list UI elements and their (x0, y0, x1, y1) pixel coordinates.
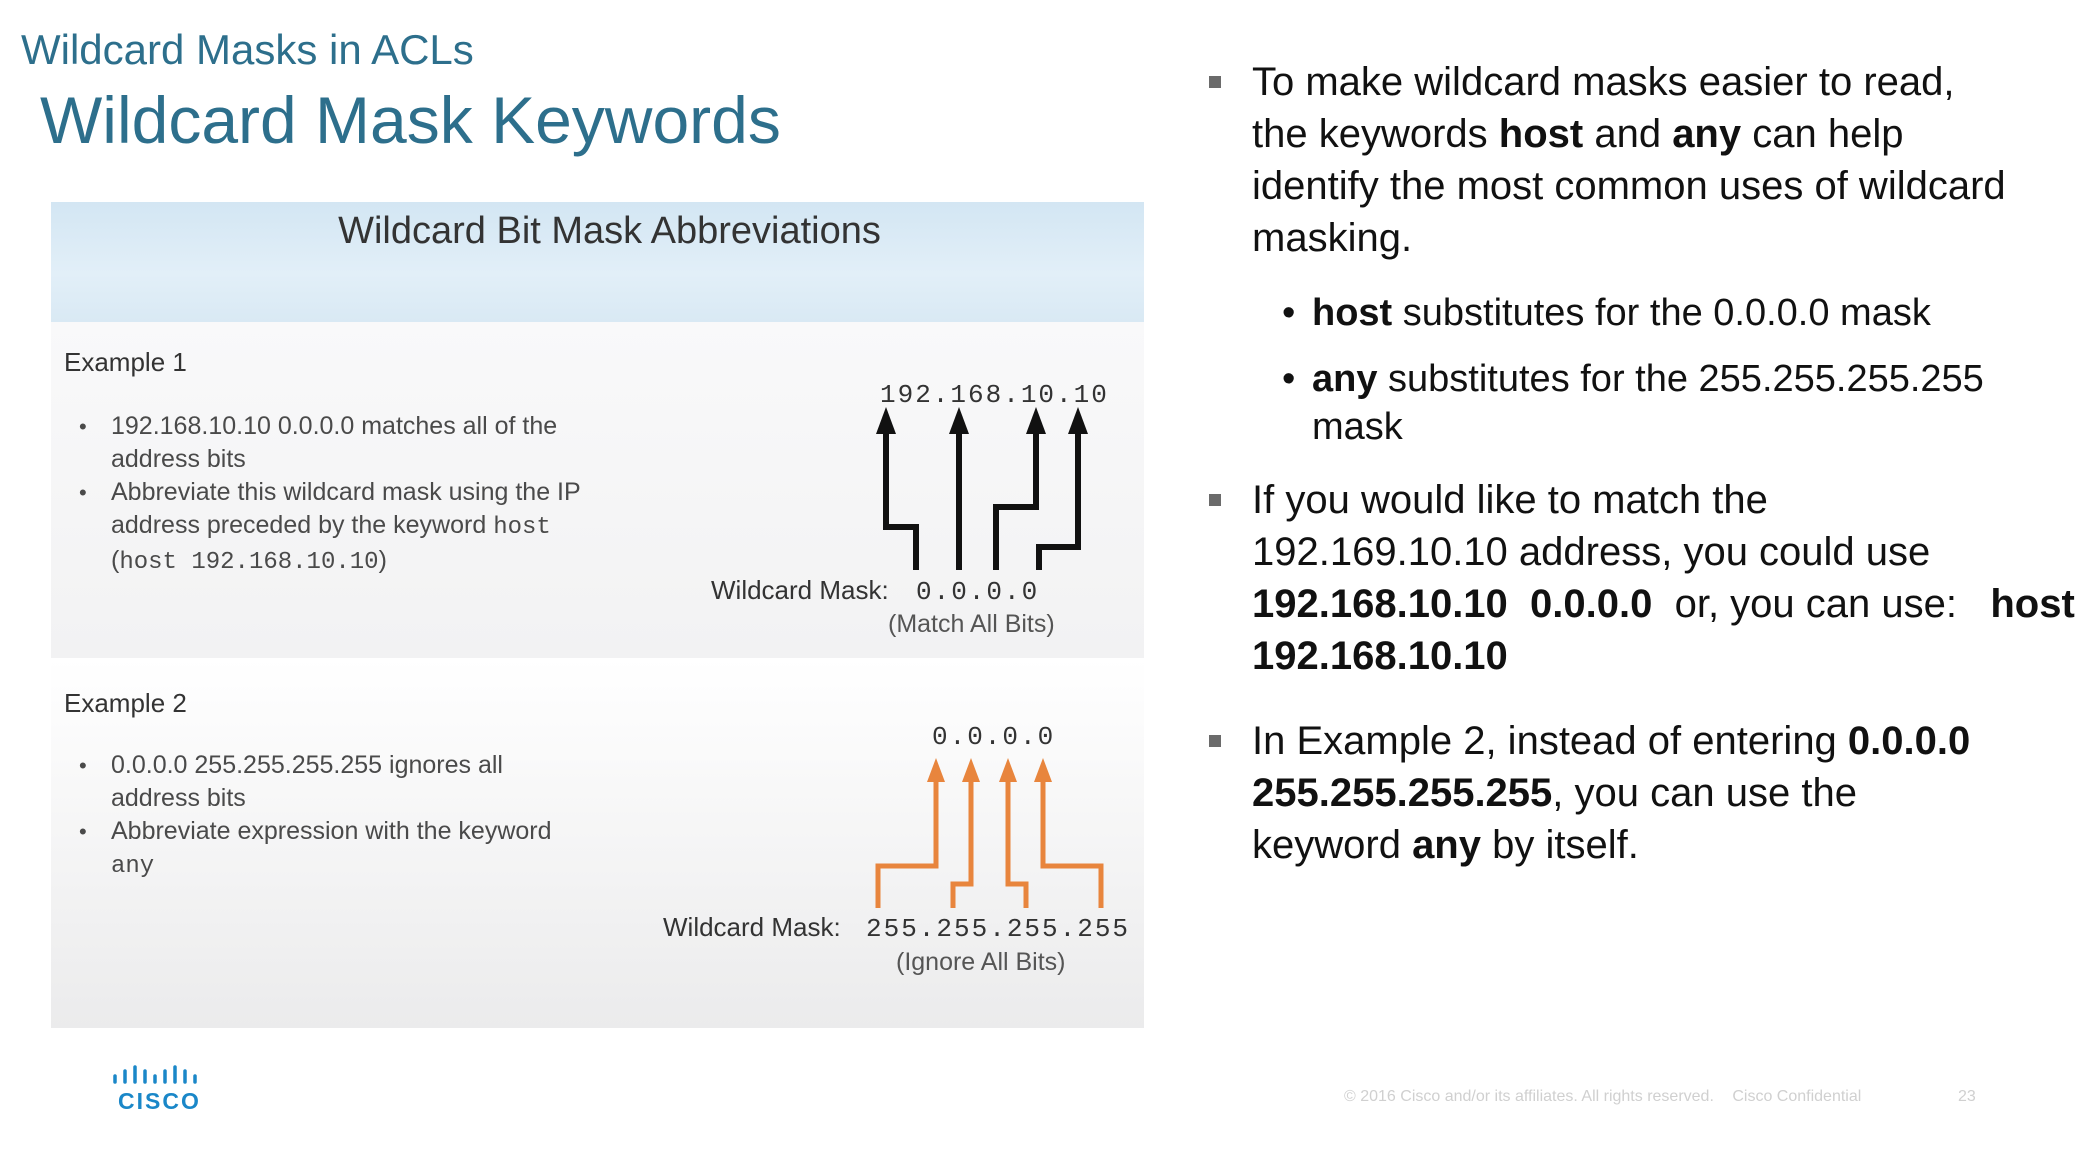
arrowhead-2 (962, 758, 980, 782)
arrowhead-4 (1068, 407, 1088, 434)
cisco-logo-text: CISCO (118, 1088, 201, 1114)
wildcard-figure (51, 202, 1144, 1028)
arrow-3 (1008, 780, 1026, 908)
arrowhead-3 (999, 758, 1017, 782)
arrow-1 (886, 430, 916, 570)
sub-bullet-host: • host substitutes for the 0.0.0.0 mask (1270, 289, 2010, 337)
figure-title: Wildcard Bit Mask Abbreviations (338, 210, 881, 252)
arrow-1 (878, 780, 936, 908)
arrow-4 (1043, 780, 1101, 908)
dot-bullet-icon: • (1282, 358, 1296, 400)
example-1-address: 192.168.10.10 (880, 380, 1109, 410)
square-bullet-icon (1209, 735, 1221, 747)
figure-header (51, 202, 1144, 322)
arrowhead-2 (949, 407, 969, 434)
arrowhead-4 (1034, 758, 1052, 782)
example-1-mask-label: Wildcard Mask: (711, 575, 889, 605)
example-2-panel (51, 658, 1144, 1028)
arrowhead-3 (1026, 407, 1046, 434)
arrowhead-1 (876, 407, 896, 434)
arrow-4 (1039, 430, 1078, 570)
list-item: • 192.168.10.10 0.0.0.0 matches all of the address bits (79, 410, 599, 476)
square-bullet-icon (1209, 76, 1221, 88)
arrowhead-1 (927, 758, 945, 782)
bullet-3: In Example 2, instead of entering 0.0.0.0 255.255.255.255, you can use the keyword any by itself. (1210, 715, 2010, 871)
slide-title: Wildcard Mask Keywords (40, 83, 781, 157)
confidential-label: Cisco Confidential (1732, 1088, 1862, 1105)
example-1-panel (51, 322, 1144, 658)
arrow-2 (953, 780, 971, 908)
bullet-2: If you would like to match the 192.169.10.10 address, you could use 192.168.10.10 0.0.0.0 or, you can use: host 192.168.10.10 (1210, 474, 2010, 682)
copyright: © 2016 Cisco and/or its affiliates. All rights reserved. (1344, 1088, 1714, 1105)
cisco-logo-icon (112, 1065, 198, 1087)
example-2-mask-label: Wildcard Mask: (663, 912, 841, 942)
dot-bullet-icon: • (1282, 292, 1296, 334)
list-item: • Abbreviate expression with the keyword any (79, 815, 579, 883)
example-1-heading: Example 1 (64, 347, 187, 377)
page-number: 23 (1958, 1088, 1976, 1105)
example-1-arrows (51, 322, 1144, 658)
bullet-1: To make wildcard masks easier to read, the keywords host and any can help identify the most common uses of wildcard masking. (1210, 56, 2010, 264)
list-item: • Abbreviate this wildcard mask using the IP address preceded by the keyword host (host 192.168.10.10) (79, 476, 599, 579)
example-1-mask-value: 0.0.0.0 (916, 577, 1040, 607)
square-bullet-icon (1209, 494, 1221, 506)
example-2-mask-value: 255.255.255.255 (866, 914, 1131, 944)
example-2-address: 0.0.0.0 (932, 722, 1056, 752)
footer-text (1344, 1088, 1875, 1106)
sub-bullet-any: • any substitutes for the 255.255.255.255 mask (1270, 355, 2010, 451)
section-title: Wildcard Masks in ACLs (21, 26, 474, 73)
example-2-note: (Ignore All Bits) (896, 948, 1066, 976)
example-1-note: (Match All Bits) (888, 610, 1055, 638)
example-2-heading: Example 2 (64, 688, 187, 718)
arrow-3 (996, 430, 1036, 570)
list-item: • 0.0.0.0 255.255.255.255 ignores all address bits (79, 749, 579, 815)
